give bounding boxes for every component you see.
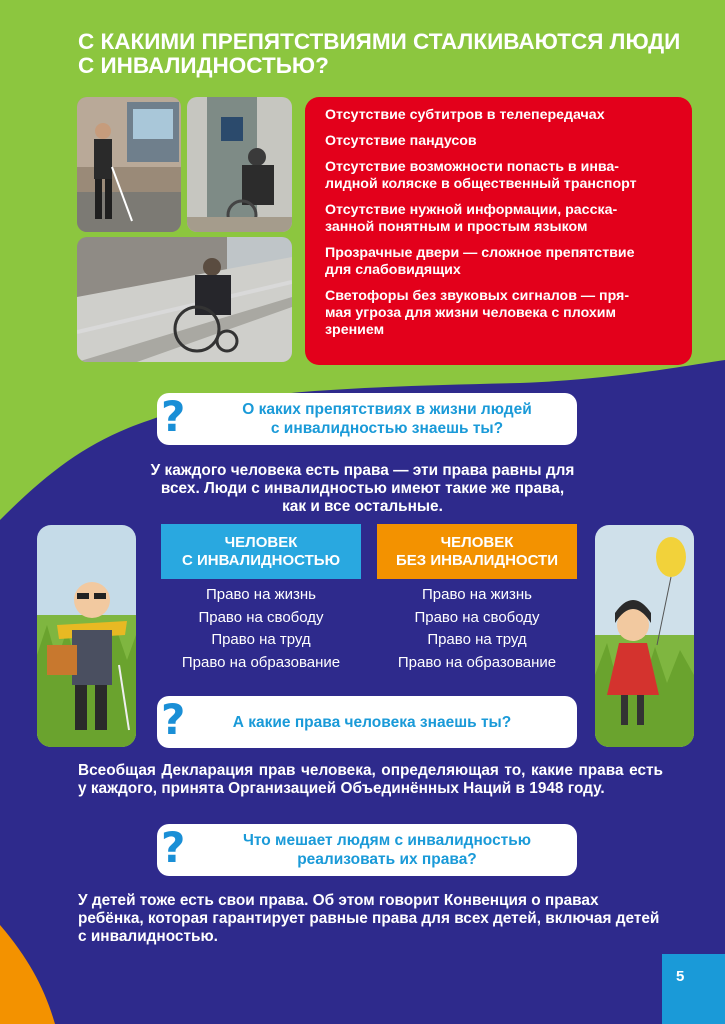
question-text: А какие права человека знаешь ты? — [232, 713, 512, 731]
rights-list-with-disability — [161, 584, 361, 674]
right-item: Право на образование — [397, 653, 557, 671]
right-item: Право на свободу — [198, 608, 324, 626]
right-item: Право на свободу — [414, 608, 540, 626]
question-box-barriers — [157, 824, 577, 876]
obstacles-box — [305, 97, 692, 365]
question-mark-icon: ? — [161, 823, 186, 872]
right-item: Право на труд — [211, 631, 311, 648]
question-mark-icon: ? — [161, 392, 186, 441]
header-without-disability: ЧЕЛОВЕК БЕЗ ИНВАЛИДНОСТИ — [377, 524, 577, 579]
page-title: С КАКИМИ ПРЕПЯТСТВИЯМИ СТАЛКИВАЮТСЯ ЛЮДИ С ИНВАЛИДНОСТЬЮ? — [78, 29, 681, 78]
right-item: Право на жизнь — [422, 586, 532, 603]
rights-list-without-disability — [377, 584, 577, 674]
obstacle-item: Отсутствие субтитров в телепередачах — [325, 107, 605, 123]
obstacle-item: Отсутствие пандусов — [325, 133, 477, 149]
rights-intro-paragraph: У каждого человека есть права — эти права равны для всех. Люди с инвалидностью имеют такие же права, как и все остальные. — [150, 462, 575, 515]
obstacle-item: Прозрачные двери — сложное препятствие для слабовидящих — [325, 245, 635, 278]
illustration-boy-with-cane — [37, 525, 136, 747]
right-item: Право на образование — [181, 653, 341, 671]
obstacle-item: Отсутствие возможности попасть в инва- лидной коляске в общественный транспорт — [325, 159, 637, 192]
page-number: 5 — [662, 954, 725, 1024]
illustration-girl-with-balloon — [595, 525, 694, 747]
photo-blind-man-payphone — [77, 97, 181, 232]
right-item: Право на труд — [427, 631, 527, 648]
question-mark-icon: ? — [161, 695, 186, 744]
question-box-obstacles — [157, 393, 577, 445]
question-text: О каких препятствиях в жизни людей с инвалидностью знаешь ты? — [242, 401, 532, 437]
question-box-rights — [157, 696, 577, 748]
obstacle-item: Светофоры без звуковых сигналов — пря- мая угроза для жизни человека с плохим зрением — [325, 288, 630, 338]
photo-wheelchair-ramp — [77, 237, 292, 362]
declaration-paragraph: Всеобщая Декларация прав человека, определяющая то, какие права есть у каждого, принята Организацией Объединённых Наций в 1948 году. — [78, 762, 663, 797]
photo-wheelchair-payphone — [187, 97, 292, 232]
obstacle-item: Отсутствие нужной информации, расска- занной понятным и простым языком — [325, 202, 618, 235]
convention-paragraph: У детей тоже есть свои права. Об этом говорит Конвенция о правах ребёнка, которая гарантирует равные права для всех детей, включая детей с инвалидностью. — [78, 892, 660, 945]
question-text: Что мешает людям с инвалидностью реализовать их права? — [242, 832, 532, 868]
right-item: Право на жизнь — [206, 586, 316, 603]
header-with-disability: ЧЕЛОВЕК С ИНВАЛИДНОСТЬЮ — [161, 524, 361, 579]
